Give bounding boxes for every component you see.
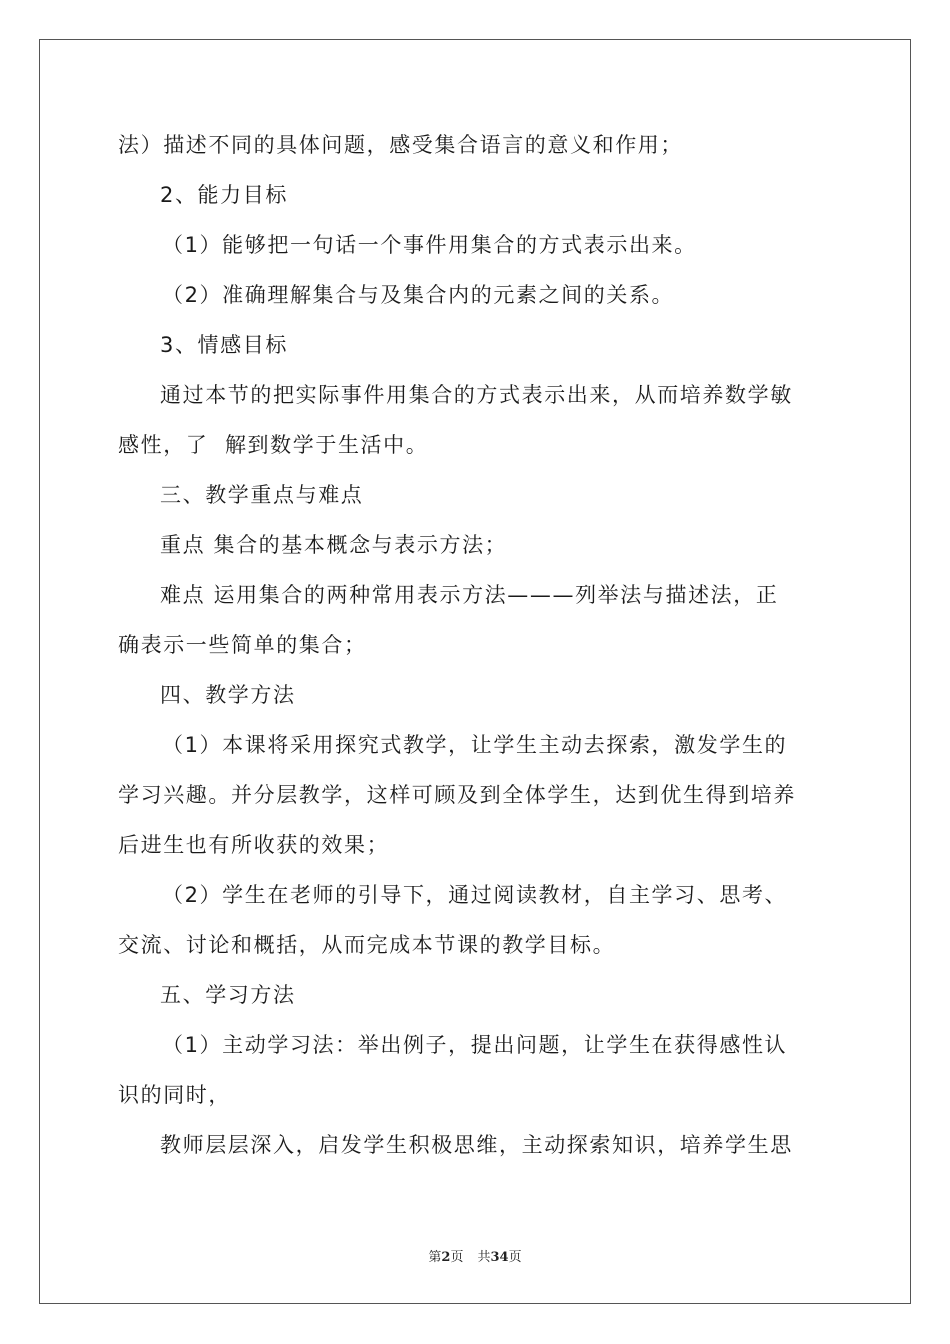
text-line: 重点 集合的基本概念与表示方法； xyxy=(160,533,508,557)
text-line: 识的同时， xyxy=(118,1083,231,1107)
text-line: （1）主动学习法：举出例子，提出问题，让学生在获得感性认 xyxy=(162,1033,788,1057)
page-footer xyxy=(0,1246,950,1265)
text-line: 后进生也有所收获的效果； xyxy=(118,833,390,857)
text-line: 四、教学方法 xyxy=(160,683,296,707)
text-line: 三、教学重点与难点 xyxy=(160,483,364,507)
text-line: 五、学习方法 xyxy=(160,983,296,1007)
text-line: 交流、讨论和概括，从而完成本节课的教学目标。 xyxy=(118,933,616,957)
text-line: （2）准确理解集合与及集合内的元素之间的关系。 xyxy=(162,283,675,307)
text-line: 法）描述不同的具体问题，感受集合语言的意义和作用； xyxy=(118,133,683,157)
text-line: 确表示一些简单的集合； xyxy=(118,633,367,657)
text-line: （1）本课将采用探究式教学，让学生主动去探索，激发学生的 xyxy=(162,733,788,757)
document-body xyxy=(118,120,834,1170)
page-suffix: 页 xyxy=(450,1250,464,1265)
page-prefix: 第 xyxy=(428,1250,442,1265)
total-prefix: 共 xyxy=(477,1250,491,1265)
text-line: 学习兴趣。并分层教学，这样可顾及到全体学生，达到优生得到培养 xyxy=(118,783,796,807)
text-line: 2、能力目标 xyxy=(160,183,288,207)
text-line: （1）能够把一句话一个事件用集合的方式表示出来。 xyxy=(162,233,697,257)
text-line: 教师层层深入，启发学生积极思维，主动探索知识，培养学生思 xyxy=(160,1133,793,1157)
total-suffix: 页 xyxy=(508,1250,522,1265)
text-line: 难点 运用集合的两种常用表示方法———列举法与描述法，正 xyxy=(160,583,779,607)
text-line: 感性，了 解到数学于生活中。 xyxy=(118,433,429,457)
text-line: 3、情感目标 xyxy=(160,333,288,357)
page-number: 2 xyxy=(441,1250,451,1265)
total-pages: 34 xyxy=(490,1250,509,1265)
text-line: （2）学生在老师的引导下，通过阅读教材，自主学习、思考、 xyxy=(162,883,788,907)
text-line: 通过本节的把实际事件用集合的方式表示出来，从而培养数学敏 xyxy=(160,383,793,407)
